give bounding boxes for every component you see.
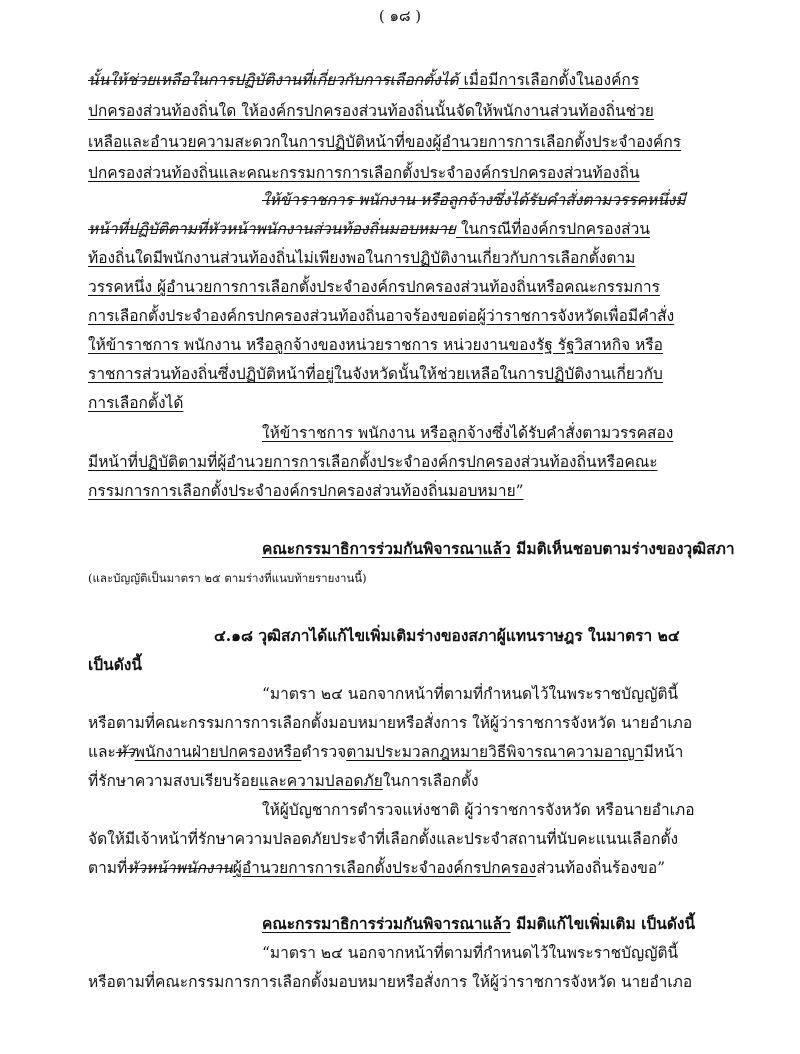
paragraph-line: ท้องถิ่นใดมีพนักงานส่วนท้องถิ่นไม่เพียงพอในการปฏิบัติงานเกี่ยวกับการเลือกตั้งตาม [88, 249, 636, 267]
page-number: ( ๑๘ ) [378, 7, 422, 25]
paragraph-line [88, 218, 650, 240]
committee-heading-underlined: คณะกรรมาธิการร่วมกันพิจารณาแล้ว [262, 914, 511, 933]
paragraph-line: หรือตามที่คณะกรรมการการเลือกตั้งมอบหมายหรือสั่งการ ให้ผู้ว่าราชการจังหวัด นายอำเภอ [88, 973, 693, 991]
paragraph-line [88, 857, 665, 879]
paragraph-line: มีหน้าที่ปฏิบัติตามที่ผู้อำนวยการการเลือกตั้งประจำองค์กรปกครองส่วนท้องถิ่นหรือคณะ [88, 453, 658, 471]
underlined-text: เมื่อมีการเลือกตั้งในองค์กร [458, 71, 640, 89]
paragraph-line: ให้ข้าราชการ พนักงาน หรือลูกจ้างซึ่งได้รับคำสั่งตามวรรคสอง [262, 424, 674, 442]
paragraph-line: ราชการส่วนท้องถิ่นซึ่งปฏิบัติหน้าที่อยู่ในจังหวัดนั้นให้ช่วยเหลือในการปฏิบัติงานเกี่ยวกับ [88, 365, 663, 383]
paragraph-line: การเลือกตั้งได้ [88, 394, 184, 412]
paragraph-line: เหลือและอำนวยความสะดวกในการปฏิบัติหน้าที่ของผู้อำนวยการการเลือกตั้งประจำองค์กร [88, 133, 682, 151]
paragraph-line: ให้ข้าราชการ พนักงาน หรือลูกจ้างของหน่วยราชการ หน่วยงานของรัฐ รัฐวิสาหกิจ หรือ [88, 336, 663, 354]
paragraph-line: การเลือกตั้งประจำองค์กรปกครองส่วนท้องถิ่นอาจร้องขอต่อผู้ว่าราชการจังหวัดเพื่อมีคำสั่ง [88, 307, 675, 325]
struck-paragraph-line: ให้ข้าราชการ พนักงาน หรือลูกจ้างซึ่งได้รับคำสั่งตามวรรคหนึ่งมี [262, 191, 686, 209]
committee-heading-underlined: คณะกรรมาธิการร่วมกันพิจารณาแล้ว [262, 539, 511, 558]
section-heading: ๔.๑๘ วุฒิสภาได้แก้ไขเพิ่มเติมร่างของสภาผู้แทนราษฎร ในมาตรา ๒๔ [214, 626, 680, 645]
struck-text: หัวหน้าพนักงาน [127, 859, 233, 877]
paragraph-line: “มาตรา ๒๔ นอกจากหน้าที่ตามที่กำหนดไว้ในพระราชบัญญัตินี้ [262, 685, 679, 703]
underlined-text: พนักงานฝ่ายปกครองหรือ [134, 743, 302, 761]
paragraph-line: กรรมการการเลือกตั้งประจำองค์กรปกครองส่วนท้องถิ่นมอบหมาย” [88, 482, 524, 500]
text-run: ตำรวจ [301, 743, 347, 761]
committee-heading-rest: มีมติแก้ไขเพิ่มเติม เป็นดังนี้ [510, 914, 696, 933]
underlined-text: ในกรณีที่องค์กรปกครองส่วน [456, 220, 650, 238]
paragraph-line [88, 741, 683, 763]
paragraph-line [88, 770, 479, 792]
paragraph-line: วรรคหนึ่ง ผู้อำนวยการการเลือกตั้งประจำองค์กรปกครองส่วนท้องถิ่นหรือคณะกรรมการ [88, 278, 660, 296]
text-run: ในการเลือกตั้ง [382, 772, 479, 790]
text-run: ที่รักษาความสงบเรียบร้อย [88, 772, 259, 790]
paragraph-line [88, 69, 639, 91]
struck-text: หน้าที่ปฏิบัติตามที่หัวหน้าพนักงานส่วนท้องถิ่นมอบหมาย [88, 220, 457, 238]
text-run: และ [88, 743, 116, 761]
text-run: มีหน้า [643, 743, 684, 761]
section-heading-continued: เป็นดังนี้ [88, 655, 142, 674]
committee-heading [262, 913, 695, 935]
paragraph-line: ปกครองส่วนท้องถิ่นและคณะกรรมการการเลือกตั้งประจำองค์กรปกครองส่วนท้องถิ่น [88, 164, 640, 182]
struck-text: หัว [115, 743, 135, 761]
struck-text: นั้นให้ช่วยเหลือในการปฏิบัติงานที่เกี่ยวกับการเลือกตั้งได้ [88, 71, 459, 89]
paragraph-line: ปกครองส่วนท้องถิ่นใด ให้องค์กรปกครองส่วนท้องถิ่นนั้นจัดให้พนักงานส่วนท้องถิ่นช่วย [88, 102, 654, 120]
committee-heading [262, 538, 735, 560]
underlined-text: ตามประมวลกฎหมายวิธีพิจารณาความอาญา [346, 743, 644, 761]
paragraph-line: จัดให้มีเจ้าหน้าที่รักษาความปลอดภัยประจำที่เลือกตั้งและประจำสถานที่นับคะแนนเลือกตั้ง [88, 830, 679, 848]
text-run: ส่วนท้องถิ่นร้องขอ” [536, 859, 666, 877]
committee-heading-rest: มีมติเห็นชอบตามร่างของวุฒิสภา [510, 539, 735, 558]
underlined-text: ผู้อำนวยการการเลือกตั้งประจำองค์กรปกครอง [232, 859, 537, 877]
text-run: ตามที่ [88, 859, 128, 877]
paragraph-line: ให้ผู้บัญชาการตำรวจแห่งชาติ ผู้ว่าราชการจังหวัด หรือนายอำเภอ [262, 801, 695, 819]
paragraph-line: หรือตามที่คณะกรรมการการเลือกตั้งมอบหมายหรือสั่งการ ให้ผู้ว่าราชการจังหวัด นายอำเภอ [88, 714, 693, 732]
committee-note: (และบัญญัติเป็นมาตรา ๒๕ ตามร่างที่แนบท้ายรายงานนี้) [88, 571, 367, 585]
paragraph-line: “มาตรา ๒๔ นอกจากหน้าที่ตามที่กำหนดไว้ในพระราชบัญญัตินี้ [262, 944, 679, 962]
underlined-text: และความปลอดภัย [258, 772, 383, 790]
